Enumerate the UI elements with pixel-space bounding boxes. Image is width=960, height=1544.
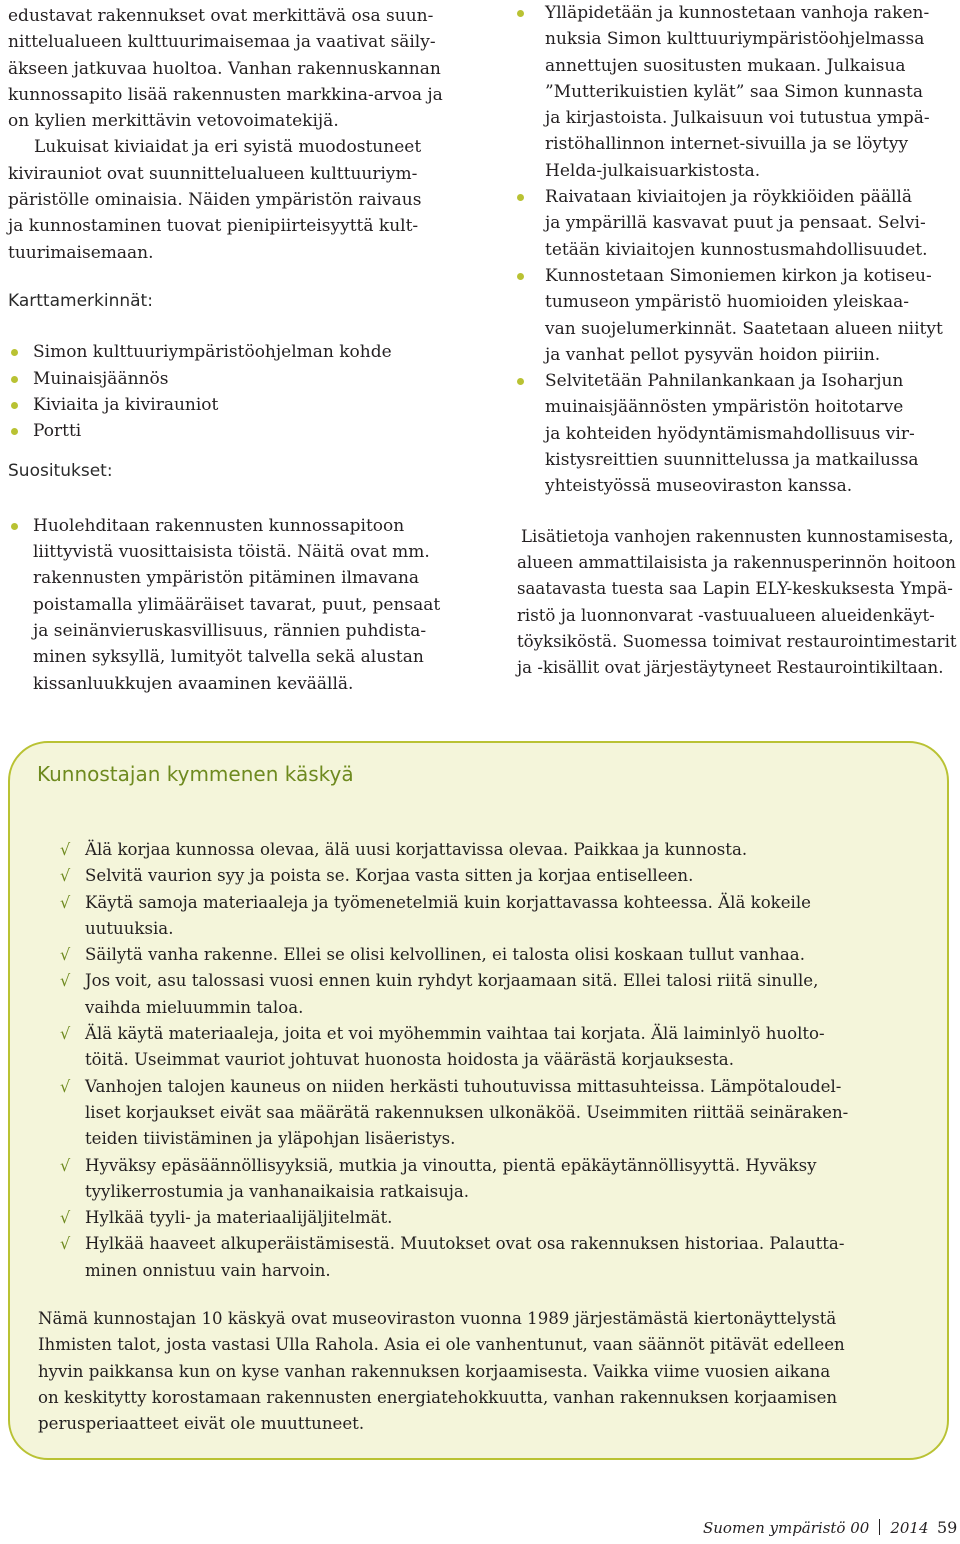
commandment-item: √ Säilytä vanha rakenne. Ellei se olisi kelvollinen, ei talosta olisi koskaan tullut vanhaa. [60, 942, 848, 968]
text-line: edustavat rakennukset ovat merkittävä osa suun- [8, 6, 434, 26]
list-item-continued: van suojelumerkinnät. Saatetaan alueen niityt [545, 318, 943, 339]
list-item: Kunnostetaan Simoniemen kirkon ja kotiseu- [517, 263, 960, 289]
commandment-item: √ Vanhojen talojen kauneus on niiden herkästi tuhoutuvissa mittasuhteissa. Lämpötaloudel- [60, 1074, 848, 1100]
box-title: Kunnostajan kymmenen käskyä [37, 762, 354, 786]
page-number: 59 [937, 1518, 958, 1537]
text-line: ja -kisällit ovat järjestäytyneet Restaurointikiltaan. [517, 658, 944, 678]
list-item-continued: kistysreittien suunnittelussa ja matkailussa [545, 450, 919, 471]
commandment-item-continued: liset korjaukset eivät saa määrätä rakennuksen ulkonäköä. Useimmiten riittää seinäraken- [85, 1102, 849, 1122]
list-item: Portti [8, 418, 468, 444]
list-item: Muinaisjäännös [8, 366, 468, 392]
check-icon: √ [60, 892, 71, 912]
list-item-continued: nuksia Simon kulttuuriympäristöohjelmassa [545, 29, 925, 50]
check-icon: √ [60, 971, 71, 991]
publication-year: 2014 [890, 1519, 929, 1537]
commandment-item-continued: minen onnistuu vain harvoin. [85, 1260, 331, 1280]
list-item-continued: ”Mutterikuistien kylät” saa Simon kunnasta [545, 81, 923, 102]
bullet-icon [11, 428, 18, 435]
commandment-item: √ Älä käytä materiaaleja, joita et voi myöhemmin vaihtaa tai korjata. Älä laiminlyö huolto- [60, 1021, 848, 1047]
commandment-item-continued: uutuuksia. [85, 918, 174, 938]
list-item: Huolehditaan rakennusten kunnossapitoon [8, 513, 468, 539]
text-line: hyvin paikkansa kun on kyse vanhan rakennuksen korjaamisesta. Vaikka viime vuosien aikana [38, 1361, 831, 1381]
commandment-item-continued: teiden tiivistäminen ja yläpohjan lisäeristys. [85, 1129, 456, 1149]
commandment-item-continued: tyylikerrostumia ja vanhanaikaisia ratkaisuja. [85, 1181, 470, 1201]
commandment-item-continued: vaihda mieluummin taloa. [85, 997, 304, 1017]
text-line: perusperiaatteet eivät ole muuttuneet. [38, 1414, 365, 1434]
bullet-icon [11, 523, 18, 530]
text-line: Ihmisten talot, josta vastasi Ulla Rahola. Asia ei ole vanhentunut, vaan säännöt pitävät edelleen [38, 1335, 845, 1355]
list-item-continued: liittyvistä vuosittaisista töistä. Näitä ovat mm. [33, 542, 430, 563]
commandment-item: √ Hyväksy epäsäännöllisyyksiä, mutkia ja vinoutta, pientä epäkäytännöllisyyttä. Hyväksy [60, 1153, 848, 1179]
list-item-continued: rakennusten ympäristön pitäminen ilmavana [33, 568, 420, 589]
list-item: Simon kulttuuriympäristöohjelman kohde [8, 339, 468, 365]
list-item-continued: ja kirjastoista. Julkaisuun voi tutustua ympä- [545, 108, 930, 129]
intro-text [8, 3, 468, 266]
list-item-continued: yhteistyössä museoviraston kanssa. [545, 476, 853, 497]
bullet-icon [11, 376, 18, 383]
info-paragraph [517, 524, 960, 682]
map-markings-label: Karttamerkinnät: [8, 290, 153, 311]
text-line: Lukuisat kiviaidat ja eri syistä muodostuneet [34, 137, 422, 158]
text-line: töyksiköstä. Suomessa toimivat restaurointimestarit [517, 631, 957, 651]
check-icon: √ [60, 1208, 71, 1228]
list-item-continued: Helda-julkaisuarkistosta. [545, 160, 761, 181]
list-item-continued: ristöhallinnon internet-sivuilla ja se löytyy [545, 134, 909, 155]
list-item-continued: ja vanhat pellot pysyvän hoidon piiriin. [545, 344, 881, 365]
list-item-continued: ja ympärillä kasvavat puut ja pensaat. Selvi- [545, 213, 926, 234]
text-line: saatavasta tuesta saa Lapin ELY-keskuksesta Ympä- [517, 579, 953, 599]
commandment-item: √ Selvitä vaurion syy ja poista se. Korjaa vasta sitten ja korjaa entiselleen. [60, 863, 848, 889]
check-icon: √ [60, 866, 71, 886]
text-line: kunnossapito lisää rakennusten markkina-arvoa ja [8, 84, 443, 105]
check-icon: √ [60, 1024, 71, 1044]
list-item-continued: poistamalla ylimääräiset tavarat, puut, pensaat [33, 594, 441, 615]
bullet-icon [11, 402, 18, 409]
text-line: tuurimaisemaan. [8, 242, 154, 263]
check-icon: √ [60, 1076, 71, 1096]
list-item: Kiviaita ja kivirauniot [8, 392, 468, 418]
commandment-item-continued: töitä. Useimmat vauriot johtuvat huonosta hoidosta ja väärästä korjauksesta. [85, 1050, 734, 1070]
list-item-continued: kissanluukkujen avaaminen keväällä. [33, 673, 354, 694]
box-note [38, 1306, 845, 1437]
check-icon: √ [60, 840, 71, 859]
text-line: Nämä kunnostajan 10 käskyä ovat museoviraston vuonna 1989 järjestämästä kiertonäyttelystä [38, 1309, 837, 1328]
text-line: ja kunnostaminen tuovat pienipiirteisyyttä kult- [8, 216, 419, 237]
text-line: päristölle ominaisia. Näiden ympäristön raivaus [8, 190, 422, 211]
page-footer [703, 1519, 929, 1537]
text-line: äkseen jatkuvaa huoltoa. Vanhan rakennuskannan [8, 58, 441, 79]
check-icon: √ [60, 1234, 71, 1254]
list-item-continued: ja seinänvieruskasvillisuus, rännien puhdista- [33, 620, 427, 641]
list-item: Selvitetään Pahnilankankaan ja Isoharjun [517, 368, 960, 394]
commandments-box [8, 741, 949, 1460]
text-line: nittelualueen kulttuurimaisemaa ja vaativat säily- [8, 32, 436, 53]
text-line: on keskitytty korostamaan rakennusten energiatehokkuutta, vanhan rakennuksen korjaamisen [38, 1387, 838, 1407]
commandment-item: √ Hylkää tyyli- ja materiaalijäljitelmät. [60, 1205, 848, 1231]
text-line: on kylien merkittävin vetovoimatekijä. [8, 111, 339, 132]
map-markings-list [8, 339, 468, 444]
bullet-icon [517, 378, 524, 385]
recommendations-list [8, 513, 468, 697]
bullet-icon [11, 349, 18, 356]
publication-name: Suomen ympäristö 00 [703, 1519, 870, 1537]
bullet-icon [517, 10, 524, 17]
commandment-item: √ Älä korjaa kunnossa olevaa, älä uusi korjattavissa olevaa. Paikkaa ja kunnosta. [60, 837, 848, 863]
list-item-continued: minen syksyllä, lumityöt talvella sekä alustan [33, 647, 424, 668]
bullet-icon [517, 273, 524, 280]
list-item-continued: annettujen suositusten mukaan. Julkaisua [545, 55, 906, 76]
commandments-list [60, 837, 848, 1284]
list-item-continued: muinaisjäännösten ympäristön hoitotarve [545, 397, 904, 418]
list-item-continued: ja kohteiden hyödyntämismahdollisuus vir- [545, 423, 915, 444]
text-line: kivirauniot ovat suunnittelualueen kulttuuriym- [8, 163, 418, 184]
text-line: ristö ja luonnonvarat -vastuualueen alueidenkäyt- [517, 605, 935, 625]
text-line: alueen ammattilaisista ja rakennusperinnön hoitoon [517, 552, 956, 572]
bullet-icon [517, 194, 524, 201]
recommendations-list-continued [517, 0, 960, 500]
check-icon: √ [60, 1155, 71, 1175]
list-item: Raivataan kiviaitojen ja röykkiöiden päällä [517, 184, 960, 210]
list-item-continued: tumuseon ympäristö huomioiden yleiskaa- [545, 292, 909, 313]
commandment-item: √ Käytä samoja materiaaleja ja työmenetelmiä kuin korjattavassa kohteessa. Älä kokeile [60, 890, 848, 916]
left-column [8, 3, 468, 697]
text-line: Lisätietoja vanhojen rakennusten kunnostamisesta, [521, 526, 954, 546]
list-item: Ylläpidetään ja kunnostetaan vanhoja raken- [517, 0, 960, 26]
commandment-item: √ Hylkää haaveet alkuperäistämisestä. Muutokset ovat osa rakennuksen historiaa. Palautta- [60, 1231, 848, 1257]
list-item-continued: tetään kiviaitojen kunnostusmahdollisuudet. [545, 239, 928, 260]
check-icon: √ [60, 945, 71, 965]
recommendations-label: Suositukset: [8, 461, 113, 482]
right-column [517, 0, 960, 681]
commandment-item: √ Jos voit, asu talossasi vuosi ennen kuin ryhdyt korjaamaan sitä. Ellei talosi riitä sinulle, [60, 968, 848, 994]
footer-divider [879, 1519, 880, 1535]
